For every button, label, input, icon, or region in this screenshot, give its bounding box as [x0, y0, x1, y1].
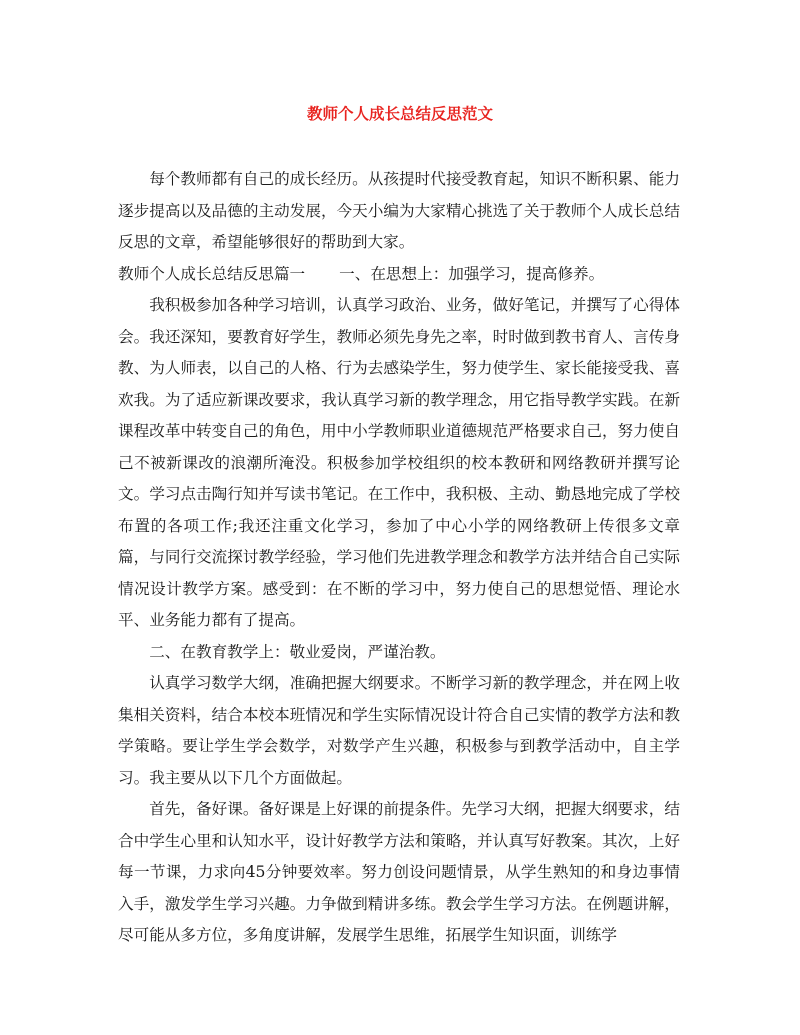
document-title: 教师个人成长总结反思范文: [306, 104, 493, 123]
intro-paragraph: 每个教师都有自己的成长经历。从孩提时代接受教育起，知识不断积累、能力逐步提高以及品德的主动发展，今天小编为大家精心挑选了关于教师个人成长总结反思的文章，希望能够很好的帮助到大家。: [118, 170, 680, 251]
paragraph-2: 认真学习数学大纲，准确把握大纲要求。不断学习新的教学理念，并在网上收集相关资料，结合本校本班情况和学生实际情况设计符合自己实情的教学方法和教学策略。要让学生学会数学，对数学产生兴趣，积极参与到教学活动中，自主学习。我主要从以下几个方面做起。: [118, 674, 680, 787]
section-heading-row: [118, 259, 680, 291]
paragraph-3: 首先，备好课。备好课是上好课的前提条件。先学习大纲，把握大纲要求，结合中学生心里和认知水平，设计好教学方法和策略，并认真写好教案。其次，上好每一节课，力求向45分钟要效率。努力创设问题情景，从学生熟知的和身边事情入手，激发学生学习兴趣。力争做到精讲多练。教会学生学习方法。在例题讲解，尽可能从多方位，多角度讲解，发展学生思维，拓展学生知识面，训练学: [118, 800, 680, 944]
section2-heading: 二、在教育教学上：敬业爱岗，严谨治教。: [149, 642, 446, 661]
paragraph-1: 我积极参加各种学习培训，认真学习政治、业务，做好笔记，并撰写了心得体会。我还深知，要教育好学生，教师必须先身先之率，时时做到教书育人、言传身教、为人师表，以自己的人格、行为去感染学生，努力使学生、家长能接受我、喜欢我。为了适应新课改要求，我认真学习新的教学理念，用它指导教学实践。在新课程改革中转变自己的角色，用中小学教师职业道德规范严格要求自己，努力使自己不被新课改的浪潮所淹没。积极参加学校组织的校本教研和网络教研并撰写论文。学习点击陶行知并写读书笔记。在工作中，我积极、主动、勤恳地完成了学校布置的各项工作;我还注重文化学习，参加了中心小学的网络教研上传很多文章篇，与同行交流探讨教学经验，学习他们先进教学理念和教学方法并结合自己实际情况设计教学方案。感受到：在不断的学习中，努力使自己的思想觉悟、理论水平、业务能力都有了提高。: [118, 296, 680, 629]
section1-heading: 一、在思想上：加强学习，提高修养。: [339, 264, 605, 283]
section-label: 教师个人成长总结反思篇一: [118, 264, 306, 283]
document-body: [118, 164, 680, 952]
